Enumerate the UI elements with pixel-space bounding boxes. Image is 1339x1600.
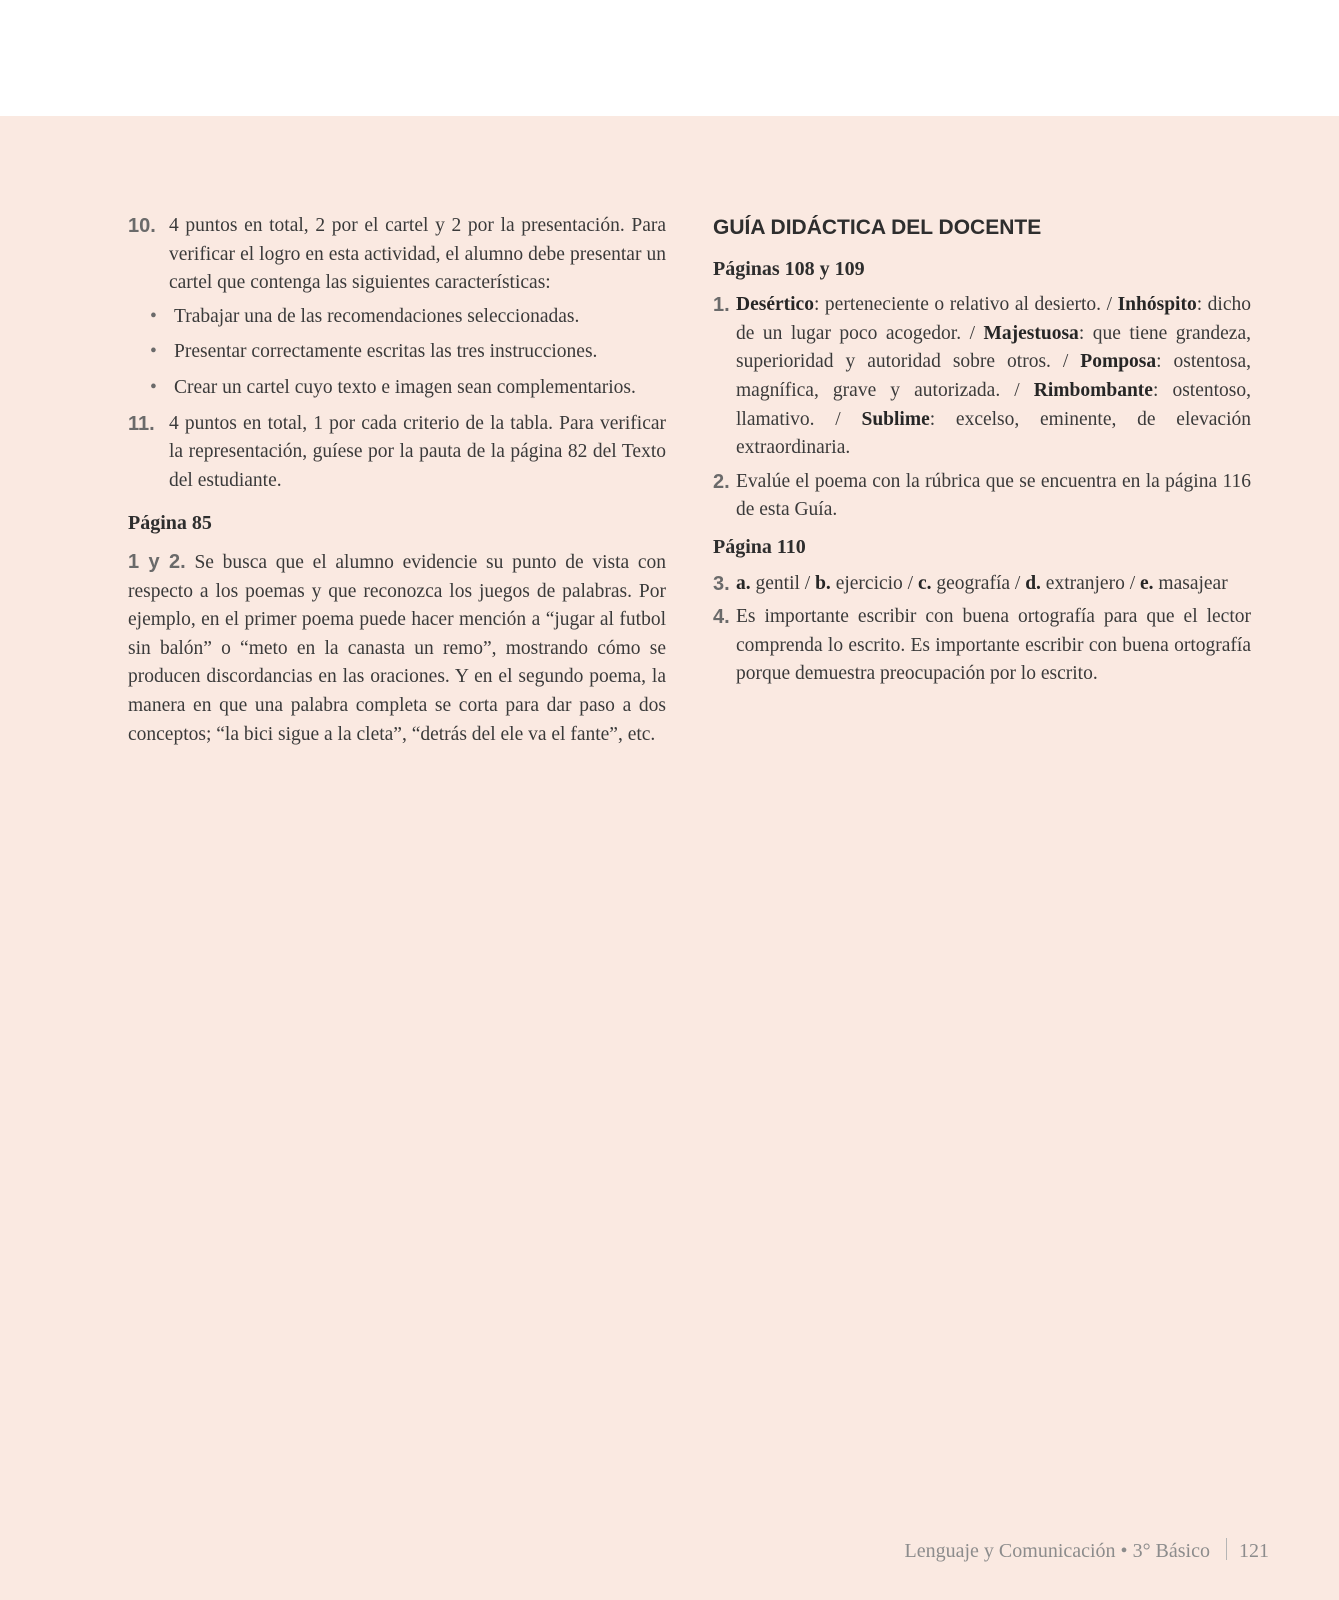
item-number: 3. [713,572,730,595]
item-number: 2. [713,470,730,493]
list-item: • Crear un cartel cuyo texto e imagen sean complementarios. [128,374,666,403]
item-text: Se busca que el alumno evidencie su punto de vista con respecto a los poemas y que reconozca los juegos de palabras. Por ejemplo, en el primer poema puede hacer mención a “jugar al futbol sin balón” o “meto en la canasta un remo”, mostrando cómo se producen discordancias en las oraciones. Y en el segundo poema, la manera en que una palabra completa se corta para dar paso a dos conceptos; “la bici sigue a la cleta”, “detrás del ele va el fante”, etc. [128,551,667,745]
definition-list: Desértico: perteneciente o relativo al desierto. / Inhóspito: dicho de un lugar poco acogedor. / Majestuosa: que tiene grandeza, superioridad y autoridad sobre otros. / Pomposa: ostentosa, magnífica, grave y autorizada. / Rimbombante: ostentoso, llamativo. / Sublime: excelso, eminente, de elevación extraordinaria. [736,294,1251,459]
page-footer [905,1538,1269,1563]
bullet-icon: • [150,341,157,363]
footer-subject: Lenguaje y Comunicación • 3° Básico [904,1540,1210,1562]
page-number: 121 [1239,1540,1269,1562]
answer-item-2 [713,468,1251,525]
answer-item-1 [713,291,1251,463]
answer-item-4 [713,603,1251,689]
left-column [128,212,666,749]
item-number: 1. [713,294,730,317]
section-heading-page-85: Página 85 [128,512,212,535]
guide-title: GUÍA DIDÁCTICA DEL DOCENTE [713,216,1042,239]
criteria-list [128,303,666,403]
bullet-icon: • [150,376,157,398]
answer-item-11 [128,410,666,496]
answer-item-3 [713,570,1251,599]
footer-divider [1226,1538,1227,1560]
bullet-icon: • [150,305,157,327]
item-number: 10. [128,215,156,237]
item-text: 4 puntos en total, 2 por el cartel y 2 por la presentación. Para verificar el logro en esta actividad, el alumno debe presentar un cartel que contenga las siguientes características: [169,215,666,294]
list-item: • Presentar correctamente escritas las tres instrucciones. [128,338,666,367]
answer-item-10 [128,212,666,298]
item-number: 11. [128,412,155,435]
answer-paragraph-page-85 [128,548,666,749]
right-column [713,212,1251,694]
list-item: • Trabajar una de las recomendaciones seleccionadas. [128,303,666,332]
section-heading-pages-108-109: Páginas 108 y 109 [713,257,865,280]
section-heading-page-110: Página 110 [713,535,806,558]
item-number: 4. [713,606,730,629]
item-text: Evalúe el poema con la rúbrica que se encuentra en la página 116 de esta Guía. [736,470,1251,521]
item-number: 1 y 2. [128,550,186,573]
item-text: 4 puntos en total, 1 por cada criterio de la tabla. Para verificar la representación, guíese por la pauta de la página 82 del Texto del estudiante. [169,412,666,491]
item-text: Es importante escribir con buena ortografía para que el lector comprenda lo escrito. Es importante escribir con buena ortografía porque demuestra preocupación por lo escrito. [736,606,1251,685]
word-list: a. gentil / b. ejercicio / c. geografía / d. extranjero / e. masajear [736,572,1228,594]
